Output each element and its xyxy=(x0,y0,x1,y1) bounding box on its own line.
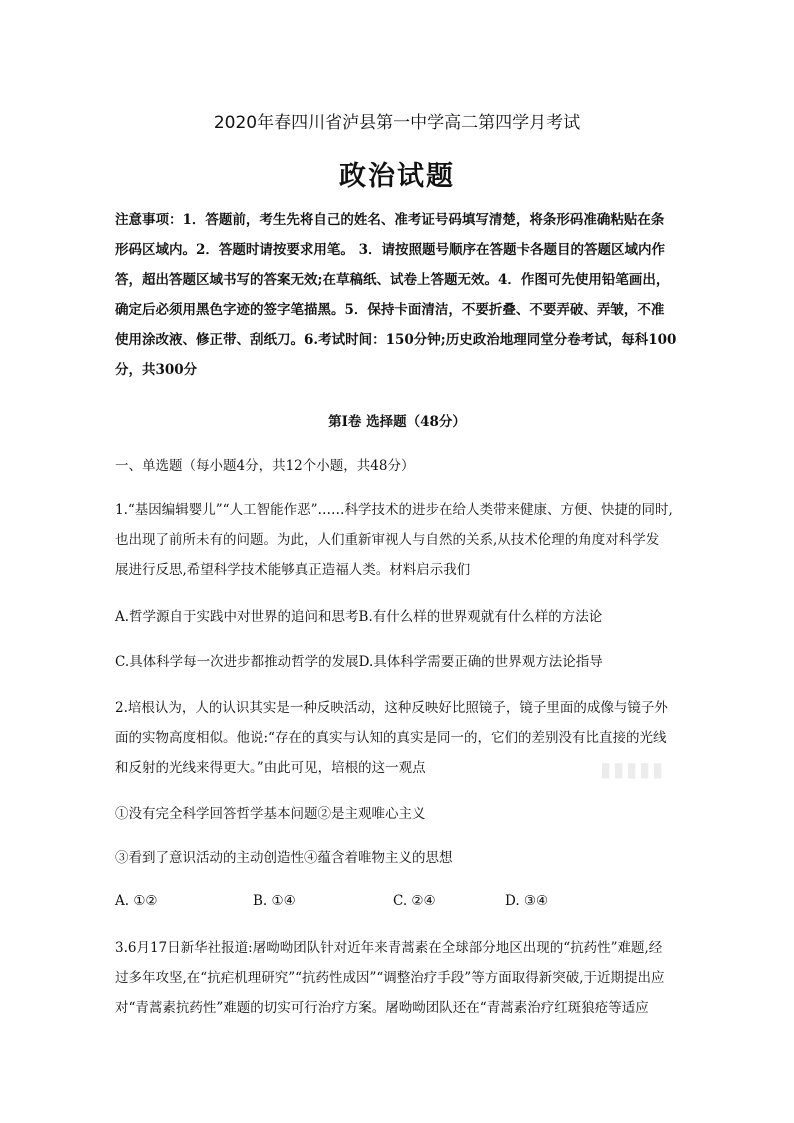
option-ab: A.哲学源自于实践中对世界的追问和思考B.有什么样的世界观就有什么样的方法论 xyxy=(115,609,603,625)
notice-line: 形码区域内。2．答题时请按要求用笔。 3．请按照题号顺序在答题卡各题目的答题区域内作 xyxy=(115,242,665,258)
exam-title: 2020年春四川省泸县第一中学高二第四学月考试 xyxy=(213,113,581,133)
watermark: ▮▮▮▮▮ xyxy=(600,757,666,781)
subject-title: 政治试题 xyxy=(339,161,455,192)
statements-12: ①没有完全科学回答哲学基本问题②是主观唯心主义 xyxy=(115,806,426,822)
notice-line: 使用涂改液、修正带、刮纸刀。6.考试时间：150分钟;历史政治地理同堂分卷考试，每科100 xyxy=(115,332,677,348)
question-line: 过多年攻坚,在“抗疟机理研究”“抗药性成因”“调整治疗手段”等方面取得新突破,于近期提出应 xyxy=(115,970,665,986)
statements-34: ③看到了意识活动的主动创造性④蕴含着唯物主义的思想 xyxy=(115,850,453,866)
notice-line: 确定后必须用黑色字迹的签字笔描黑。5．保持卡面清洁，不要折叠、不要弄破、弄皱，不准 xyxy=(115,302,665,318)
question-line: 和反射的光线来得更大。”由此可见，培根的这一观点 xyxy=(115,760,426,776)
option-b: B. ①④ xyxy=(253,893,296,909)
question-line: 2.培根认为，人的认识其实是一种反映活动，这种反映好比照镜子，镜子里面的成像与镜子外 xyxy=(115,700,668,716)
section-subtitle: 一、单选题（每小题4分，共12个小题，共48分） xyxy=(115,458,415,474)
notice-line: 答，超出答题区域书写的答案无效;在草稿纸、试卷上答题无效。4．作图可先使用铅笔画出， xyxy=(115,272,670,288)
notice-line: 分，共300分 xyxy=(115,362,198,378)
option-cd: C.具体科学每一次进步都推动哲学的发展D.具体科学需要正确的世界观方法论指导 xyxy=(115,654,603,670)
question-line: 1.“基因编辑婴儿”“人工智能作恶”……科学技术的进步在给人类带来健康、方便、快捷的同时, xyxy=(115,502,673,518)
section-title: 第I卷 选择题（48分） xyxy=(328,414,466,430)
option-a: A. ①② xyxy=(115,893,158,909)
notice-line: 注意事项：1．答题前，考生先将自己的姓名、准考证号码填写清楚，将条形码准确粘贴在条 xyxy=(115,212,665,228)
question-line: 也出现了前所未有的问题。为此，人们重新审视人与自然的关系,从技术伦理的角度对科学发 xyxy=(115,532,660,548)
question-line: 对“青蒿素抗药性”难题的切实可行治疗方案。屠呦呦团队还在“青蒿素治疗红斑狼疮等适应 xyxy=(115,1000,649,1016)
question-line: 展进行反思,希望科学技术能够真正造福人类。材料启示我们 xyxy=(115,562,471,578)
option-c: C. ②④ xyxy=(393,893,436,909)
option-d: D. ③④ xyxy=(505,893,549,909)
question-line: 面的实物高度相似。他说:“存在的真实与认知的真实是同一的，它们的差别没有比直接的光线 xyxy=(115,730,667,746)
question-line: 3.6月17日新华社报道:屠呦呦团队针对近年来青蒿素在全球部分地区出现的“抗药性”难题,经 xyxy=(115,940,663,956)
